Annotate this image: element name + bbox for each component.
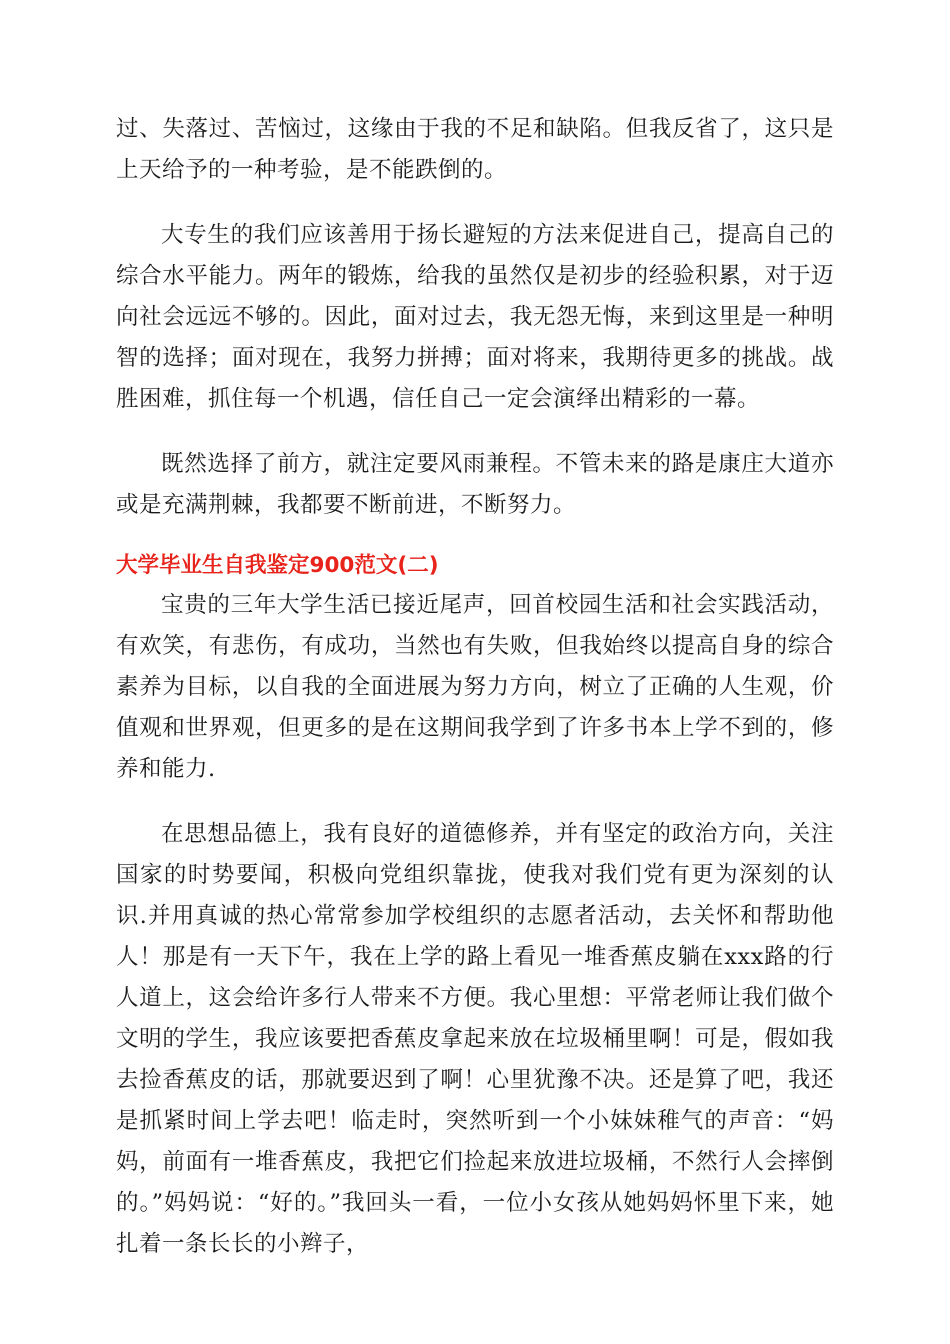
section-heading: 大学毕业生自我鉴定900范文(二) (116, 553, 439, 578)
paragraph-perseverance: 既然选择了前方，就注定要风雨兼程。不管未来的路是康庄大道亦或是充满荆棘，我都要不断前进，不断努力。 (116, 451, 834, 518)
paragraph-self-improvement: 大专生的我们应该善用于扬长避短的方法来促进自己，提高自己的综合水平能力。两年的锻炼，给我的虽然仅是初步的经验积累，对于迈向社会远远不够的。因此，面对过去，我无怨无悔，来到这里是一种明智的选择；面对现在，我努力拼搏；面对将来，我期待更多的挑战。战胜困难，抓住每一个机遇，信任自己一定会演绎出精彩的一幕。 (116, 222, 834, 412)
paragraph-continued: 过、失落过、苦恼过，这缘由于我的不足和缺陷。但我反省了，这只是上天给予的一种考验，是不能跌倒的。 (116, 116, 834, 183)
document-body (116, 109, 834, 1289)
paragraph-moral-character: 在思想品德上，我有良好的道德修养，并有坚定的政治方向，关注国家的时势要闻，积极向党组织靠拢，使我对我们党有更为深刻的认识.并用真诚的热心常常参加学校组织的志愿者活动，去关怀和帮助他人！那是有一天下午，我在上学的路上看见一堆香蕉皮躺在xxx路的行人道上，这会给许多行人带来不方便。我心里想：平常老师让我们做个文明的学生，我应该要把香蕉皮拿起来放在垃圾桶里啊！可是，假如我去捡香蕉皮的话，那就要迟到了啊！心里犹豫不决。还是算了吧，我还是抓紧时间上学去吧！临走时，突然听到一个小妹妹稚气的声音：“妈妈，前面有一堆香蕉皮，我把它们捡起来放进垃圾桶，不然行人会摔倒的。”妈妈说：“好的。”我回头一看，一位小女孩从她妈妈怀里下来，她扎着一条长长的小辫子， (116, 821, 834, 1257)
paragraph-college-life: 宝贵的三年大学生活已接近尾声，回首校园生活和社会实践活动，有欢笑，有悲伤，有成功，当然也有失败，但我始终以提高自身的综合素养为目标，以自我的全面进展为努力方向，树立了正确的人生观，价值观和世界观，但更多的是在这期间我学到了许多书本上学不到的，修养和能力. (116, 592, 834, 782)
